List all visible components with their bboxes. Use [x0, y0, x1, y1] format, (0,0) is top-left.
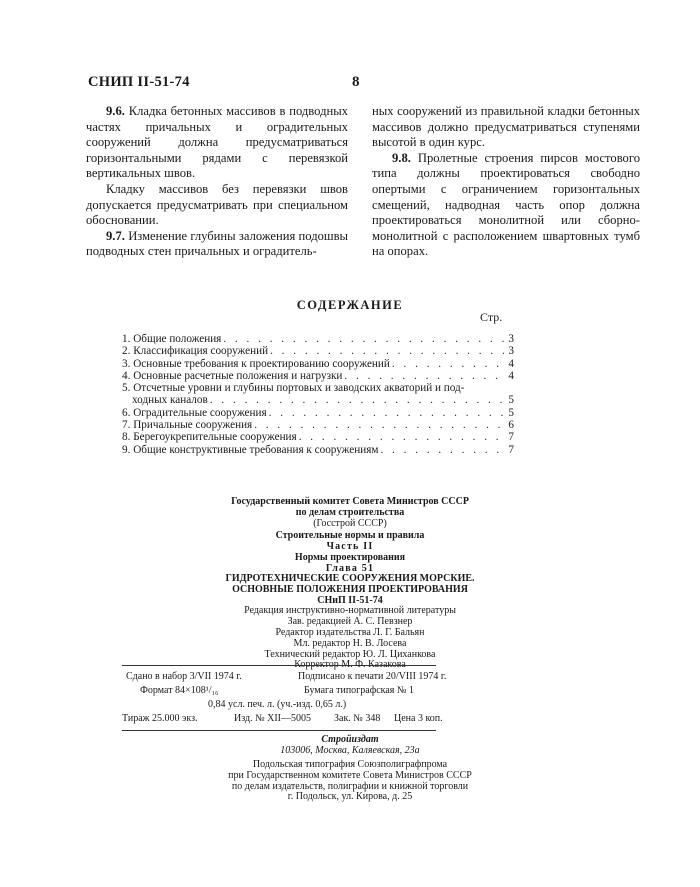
toc-item[interactable]: 5. Отсчетные уровни и глубины портовых и заводских акваторий и под-: [122, 382, 465, 395]
paper-format: Формат 84×108¹/₁₆: [140, 685, 219, 696]
print-sheets: 0,84 усл. печ. л. (уч.-изд. 0,65 л.): [208, 699, 347, 710]
imprint-line: Нормы проектирования: [294, 552, 406, 563]
imprint-line: Мл. редактор Н. В. Лосева: [293, 637, 407, 649]
imprint-line: Редакция инструктивно-нормативной литературы: [244, 605, 456, 616]
paragraph-9-8: [372, 151, 640, 260]
imprint-line: Редактор издательства Л. Г. Бальян: [275, 627, 425, 638]
publisher-number: Изд. № XII—5005: [234, 713, 312, 724]
document-title-line: ОСНОВНЫЕ ПОЛОЖЕНИЯ ПРОЕКТИРОВАНИЯ: [232, 583, 468, 595]
sent-to-typeset: Сдано в набор 3/VII 1974 г.: [126, 671, 242, 682]
clause-number: 9.6.: [106, 104, 125, 118]
table-of-contents: [122, 333, 514, 456]
paragraph-9-6: [86, 104, 348, 182]
imprint-line: по делам строительства: [295, 506, 405, 518]
printer-block: [0, 760, 700, 803]
toc-item[interactable]: 8. Берегоукрепительные сооружения . . . 7: [122, 431, 514, 443]
imprint-line: Технический редактор Ю. Л. Циханкова: [264, 648, 436, 660]
clause-text: ных сооружений из правильной кладки бетонных массивов должно предусматриваться ступенями высотой в один курс.: [372, 104, 640, 150]
toc-page-label: Стр.: [480, 310, 503, 324]
imprint-line: Корректор М. Ф. Казакова: [294, 659, 406, 671]
imprint-line: Строительные нормы и правила: [275, 530, 425, 541]
toc-item[interactable]: ходных каналов . . . 5: [122, 394, 514, 406]
page-number: 8: [352, 74, 360, 90]
imprint-editorial: [0, 606, 700, 628]
paragraph-9-7: [86, 229, 348, 260]
imprint-series: [0, 531, 700, 553]
toc-item[interactable]: 7. Причальные сооружения . . . 6: [122, 419, 514, 431]
printer-line: по делам издательств, полиграфии и книжной торговли: [231, 780, 469, 792]
document-title-line: СНиП II-51-74: [317, 594, 383, 606]
toc-item[interactable]: 4. Основные расчетные положения и нагрузки . . . 4: [122, 370, 514, 382]
printer-line: г. Подольск, ул. Кирова, д. 25: [287, 791, 413, 803]
paper-type: Бумага типографская № 1: [304, 685, 414, 696]
clause-number: 9.7.: [106, 228, 125, 243]
imprint-line: (Госстрой СССР): [313, 517, 387, 529]
price: Цена 3 коп.: [394, 713, 443, 724]
document-code: СНИП II-51-74: [88, 74, 190, 90]
divider: [122, 665, 436, 666]
clause-text: Изменение глубины заложения подошвы подводных стен причальных и оградитель-: [86, 228, 349, 259]
toc-item[interactable]: 6. Оградительные сооружения . . . 5: [122, 407, 514, 419]
toc-item[interactable]: 1. Общие положения . . . 3: [122, 333, 514, 345]
toc-title: СОДЕРЖАНИЕ: [296, 298, 404, 312]
imprint-norms: [0, 553, 700, 575]
publisher-address: 103006, Москва, Каляевская, 23а: [280, 744, 420, 756]
order-number: Зак. № 348: [334, 713, 381, 724]
clause-text: Кладку массивов без перевязки швов допускается предусматривать при специальном обосновании.: [86, 181, 348, 228]
paragraph-9-7-cont: [372, 104, 640, 151]
publisher-block: [0, 735, 700, 757]
divider: [122, 730, 436, 731]
printer-line: при Государственном комитете Совета Министров СССР: [228, 769, 472, 781]
toc-item[interactable]: 9. Общие конструктивные требования к сооружениям . . . 7: [122, 444, 514, 456]
imprint-line: Глава 51: [325, 562, 375, 574]
imprint-organization: [0, 497, 700, 529]
print-run: Тираж 25.000 экз.: [122, 713, 198, 724]
printer-line: Подольская типография Союзполиграфпрома: [252, 759, 448, 770]
paragraph-9-6-cont: [86, 182, 348, 229]
toc-item[interactable]: 2. Классификация сооружений . . . 3: [122, 345, 514, 357]
imprint-title: [0, 574, 700, 606]
imprint-line: Часть II: [326, 540, 374, 552]
clause-text: Пролетные строения пирсов мостового типа должны проектироваться свободно опертыми с ограничением горизонтальных смещений, надводная часть опор должна проектироваться монолитной или сборно-монолитной с расположением швартовных тумб на опорах.: [372, 150, 640, 259]
clause-text: Кладка бетонных массивов в подводных частях причальных и оградительных сооружений должна предусматриваться горизонтальными рядами с перевязкой вертикальных швов.: [86, 104, 348, 181]
document-title-line: ГИДРОТЕХНИЧЕСКИЕ СООРУЖЕНИЯ МОРСКИЕ.: [225, 573, 475, 584]
imprint-line: Государственный комитет Совета Министров СССР: [231, 496, 469, 507]
signed-to-print: Подписано к печати 20/VIII 1974 г.: [298, 671, 447, 682]
text-column-left: [86, 104, 348, 260]
imprint-line: Зав. редакцией А. С. Певзнер: [287, 615, 413, 627]
publisher-name: Стройиздат: [321, 734, 379, 745]
text-column-right: [372, 104, 640, 260]
running-header: [88, 74, 640, 92]
publication-details: [122, 670, 447, 726]
clause-number: 9.8.: [392, 150, 411, 165]
toc-item[interactable]: 3. Основные требования к проектированию сооружений . . . 4: [122, 358, 514, 370]
